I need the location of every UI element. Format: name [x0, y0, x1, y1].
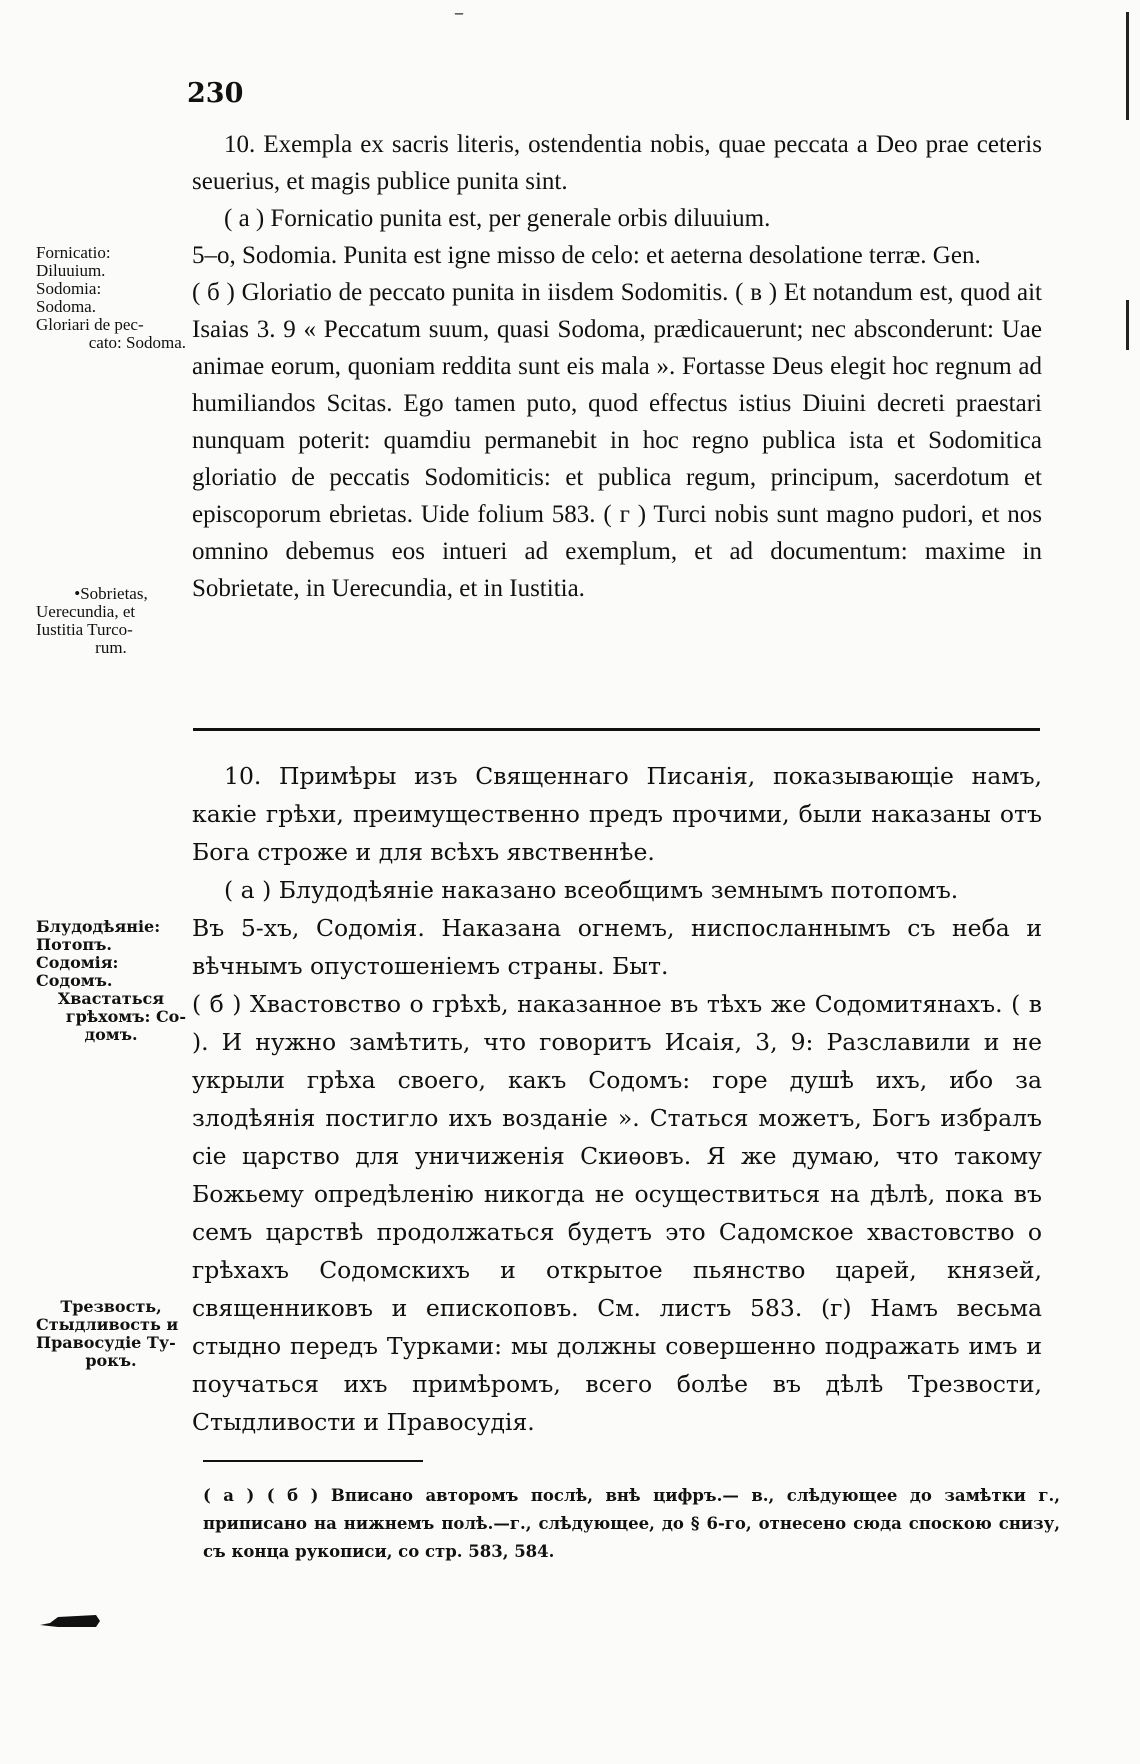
margin-line: rum.	[95, 638, 127, 657]
margin-line: Uerecundia, et	[36, 602, 136, 621]
russian-margin-note-2	[36, 1298, 186, 1370]
margin-line: Правосудіе Ту-	[36, 1333, 176, 1352]
margin-line: домъ.	[84, 1025, 138, 1044]
margin-line: Fornicatio:	[36, 243, 111, 262]
russian-paragraph-a: ( а ) Блудодѣяніе наказано всеобщимъ земнымъ потопомъ.	[224, 876, 959, 904]
footnote: ( а ) ( б ) Вписано авторомъ послѣ, внѣ цифръ.— в., слѣдующее до замѣтки г., приписано на нижнемъ полѣ.—г., слѣдующее, до § 6-го, отнесено сюда споскою снизу, съ конца рукописи, со стр. 583, 584.	[203, 1486, 1060, 1561]
margin-line: рокъ.	[85, 1351, 137, 1370]
margin-line: cato: Sodoma.	[88, 333, 186, 352]
footnote-divider	[203, 1460, 423, 1462]
margin-line: Потопъ.	[36, 935, 112, 954]
latin-paragraph-5: 5–o, Sodomia. Punita est igne misso de celo: et aeterna desolatione terræ. Gen.	[192, 242, 981, 269]
margin-line: Содомъ.	[36, 971, 113, 990]
margin-line: Sodoma.	[36, 297, 96, 316]
top-mark: –	[454, 0, 464, 24]
margin-line: Iustitia Turco-	[36, 620, 133, 639]
russian-margin-note-1	[36, 918, 186, 1044]
section-divider	[193, 728, 1040, 731]
margin-line: Содомія:	[36, 953, 119, 972]
margin-line: Gloriari de pec-	[36, 315, 144, 334]
margin-line: Хвастаться	[57, 989, 165, 1008]
latin-paragraph-a: ( a ) Fornicatio punita est, per generale orbis diluuium.	[224, 205, 771, 232]
scan-edge-line	[1126, 300, 1129, 350]
latin-paragraph-10: 10. Exempla ex sacris literis, ostendentia nobis, quae peccata a Deo prae ceteris seuerius, et magis publice punita sint.	[192, 131, 1042, 195]
latin-paragraph-6: ( б ) Gloriatio de peccato punita in iisdem Sodomitis. ( в ) Et notandum est, quod ait Isaias 3. 9 « Peccatum suum, quasi Sodoma, prædicauerunt; nec absconderunt: Uae animae eorum, quoniam reddita sunt eis mala ». Fortasse Deus elegit hoc regnum ad humiliandos Scitas. Ego tamen puto, quod effectus istius Diuini decreti praestari nunquam poterit: quamdiu permanebit in hoc regno publica ista et Sodomitica gloriatio de peccatis Sodomiticis: et publica regum, principum, sacerdotum et episcoporum ebrietas. Uide folium 583. ( г ) Turci nobis sunt magno pudori, et nos omnino debemus eos intueri ad exemplum, et ad documentum: maxime in Sobrietate, in Uerecundia, et in Iustitia.	[192, 279, 1042, 602]
ornament-icon	[40, 1611, 102, 1631]
margin-line: Sodomia:	[36, 279, 102, 298]
latin-margin-note-2	[36, 585, 186, 657]
russian-paragraph-10: 10. Примѣры изъ Священнаго Писанія, показывающіе намъ, какіе грѣхи, преимущественно предъ прочими, были наказаны отъ Бога строже и для всѣхъ явственнѣе.	[192, 762, 1042, 866]
latin-text	[192, 126, 1042, 607]
page-number: 230	[187, 78, 244, 109]
margin-line: Блудодѣяніе:	[36, 917, 161, 936]
russian-text	[192, 757, 1042, 1441]
margin-line: Трезвость,	[60, 1297, 162, 1316]
margin-line: Стыдливость и	[36, 1315, 179, 1334]
latin-margin-note-1	[36, 244, 186, 352]
russian-paragraph-6: ( б ) Хвастовство о грѣхѣ, наказанное въ тѣхъ же Содомитянахъ. ( в ). И нужно замѣтить, что говоритъ Исаія, 3, 9: Разславили и не укрыли грѣха своего, какъ Содомъ: горе душѣ ихъ, ибо за злодѣянія постигло ихъ возданіе ». Статься можетъ, Богъ избралъ сіе царство для уничиженія Скиѳовъ. Я же думаю, что такому Божьему опредѣленію никогда не осуществиться на дѣлѣ, пока въ семъ царствѣ продолжаться будетъ это Садомское хвастовство о грѣхахъ Содомскихъ и открытое пьянство царей, князей, священниковъ и епископовъ. См. листъ 583. (г) Намъ весьма стыдно передъ Турками: мы должны совершенно подражать имъ и поучаться ихъ примѣромъ, всего болѣе въ дѣлѣ Трезвости, Стыдливости и Правосудія.	[192, 990, 1042, 1436]
margin-line: •Sobrietas,	[74, 584, 148, 603]
scan-edge-line	[1126, 12, 1129, 120]
russian-paragraph-5: Въ 5-хъ, Содомія. Наказана огнемъ, ниспосланнымъ съ неба и вѣчнымъ опустошеніемъ страны. Быт.	[192, 914, 1042, 980]
margin-line: Diluuium.	[36, 261, 106, 280]
margin-line: грѣхомъ: Со-	[65, 1007, 186, 1026]
